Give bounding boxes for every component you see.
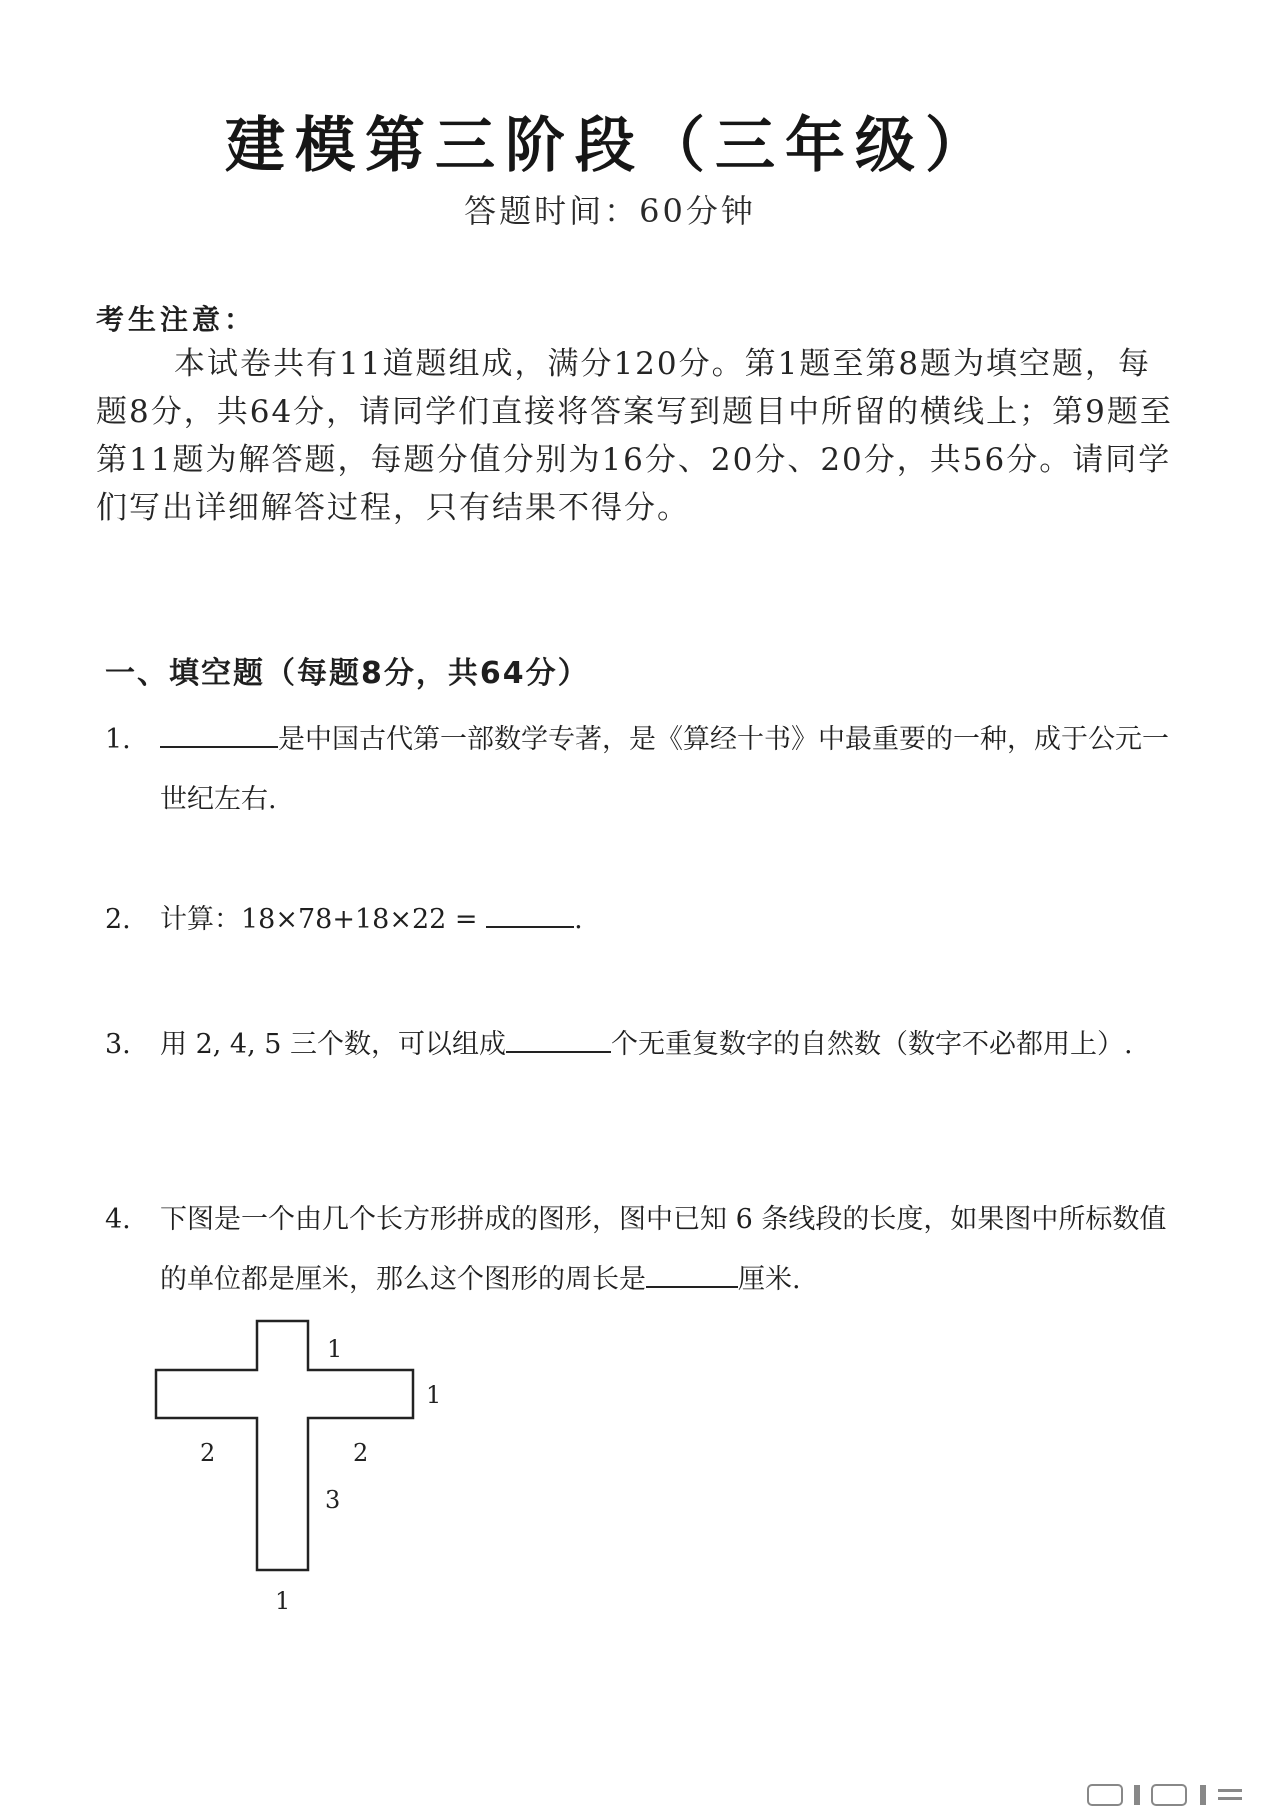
question-text xyxy=(160,1015,1185,1075)
page-divider-icon xyxy=(1200,1785,1206,1805)
notice-body: 本试卷共有11道题组成，满分120分。第1题至第8题为填空题，每题8分，共64分，请同学们直接将答案写到题目中所留的横线上；第9题至第11题为解答题，每题分值分别为16分、20分、20分，共56分。请同学们写出详细解答过程，只有结果不得分。 xyxy=(96,346,1173,526)
exam-time: 答题时间：60分钟 xyxy=(464,192,756,230)
cross-outline xyxy=(156,1321,413,1570)
section-title-fill-blank: 一、填空题（每题8分，共64分） xyxy=(105,656,590,691)
answer-blank[interactable] xyxy=(646,1264,738,1288)
label-stem: 3 xyxy=(325,1486,341,1514)
cross-figure-diagram xyxy=(130,1305,470,1625)
answer-blank[interactable] xyxy=(160,724,278,748)
question-text xyxy=(160,1190,1185,1310)
page-title: 建模第三阶段（三年级） xyxy=(225,111,995,181)
question-number: 1. xyxy=(105,724,131,755)
label-right-arm-bottom: 2 xyxy=(353,1439,369,1467)
page-view-controls[interactable] xyxy=(1070,1783,1260,1807)
menu-line-icon xyxy=(1218,1789,1242,1792)
answer-blank[interactable] xyxy=(486,904,574,928)
question-text-after: 个无重复数字的自然数（数字不必都用上）. xyxy=(611,1029,1133,1060)
question-1 xyxy=(105,710,1185,830)
question-text xyxy=(160,890,1185,950)
question-text-after: 是中国古代第一部数学专著，是《算经十书》中最重要的一种，成于公元一世纪左右. xyxy=(160,724,1169,815)
label-right-arm: 1 xyxy=(426,1381,442,1409)
page-divider-icon xyxy=(1134,1785,1140,1805)
question-number: 3. xyxy=(105,1029,131,1060)
question-text-before: 用 2, 4, 5 三个数，可以组成 xyxy=(160,1029,507,1060)
question-number: 2. xyxy=(105,904,131,935)
question-2 xyxy=(105,890,1185,950)
notice-heading: 考生注意： xyxy=(96,303,257,336)
question-text-before: 下图是一个由几个长方形拼成的图形，图中已知 6 条线段的长度，如果图中所标数值的单位都是厘米，那么这个图形的周长是 xyxy=(160,1204,1167,1295)
page-view-icon xyxy=(1088,1785,1122,1805)
question-number: 4. xyxy=(105,1204,131,1235)
answer-blank[interactable] xyxy=(506,1029,611,1053)
label-bottom: 1 xyxy=(275,1587,291,1615)
question-3 xyxy=(105,1015,1185,1075)
question-text-after: 厘米. xyxy=(738,1264,801,1295)
page-view-icon xyxy=(1152,1785,1186,1805)
question-text xyxy=(160,710,1185,830)
question-text-before: 计算：18×78+18×22 = xyxy=(160,904,487,935)
menu-line-icon xyxy=(1218,1797,1242,1800)
question-text-after: . xyxy=(574,904,583,935)
label-top-right: 1 xyxy=(327,1335,343,1363)
question-4 xyxy=(105,1190,1185,1310)
label-left-arm-bottom: 2 xyxy=(200,1439,216,1467)
